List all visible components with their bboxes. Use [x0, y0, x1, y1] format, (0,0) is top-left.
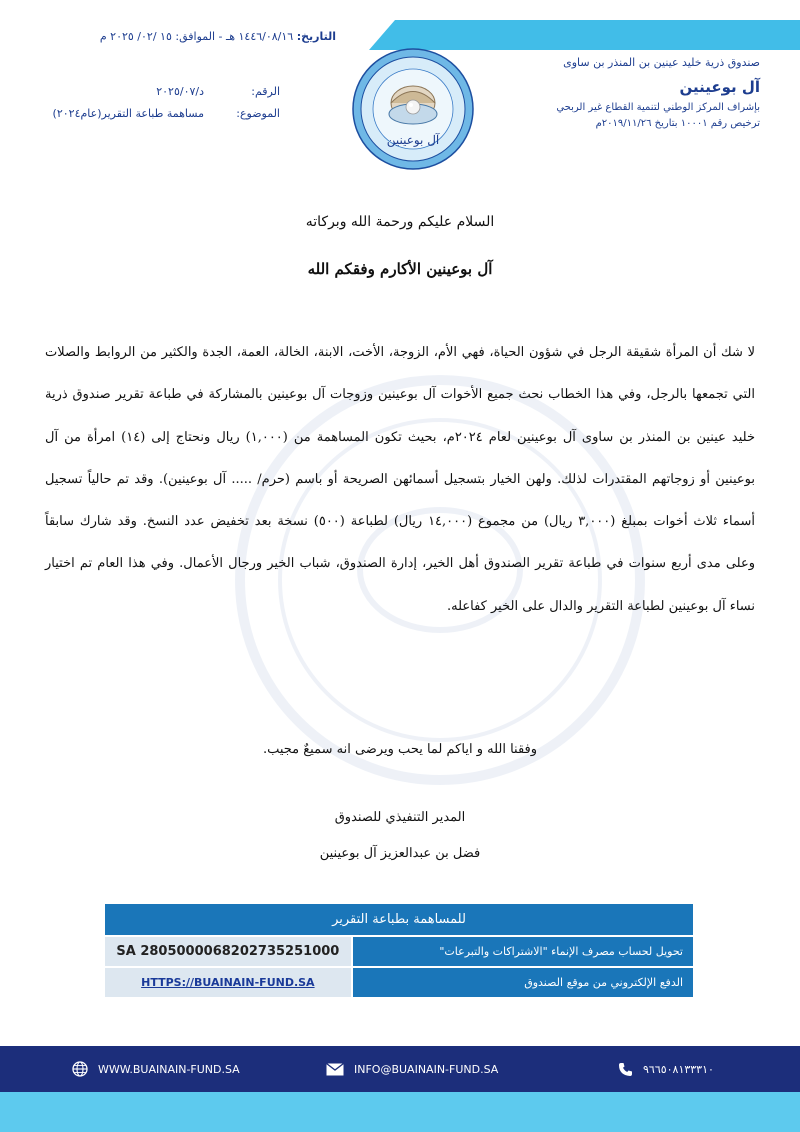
payment-row-online: [104, 967, 694, 998]
fund-logo: [352, 48, 474, 170]
logo-text: آل بوعينين: [386, 133, 440, 147]
footer-email-text: INFO@BUAINAIN-FUND.SA: [354, 1062, 499, 1076]
subject-row: [40, 102, 280, 124]
date-line: [100, 30, 336, 43]
closing-line: وفقنا الله و اياكم لما يحب ويرضى انه سميعٌ مجيب.: [262, 742, 538, 757]
org-license-line: ترخيص رقم ١٠٠٠١ بتاريخ ٢٠١٩/١١/٢٦م: [595, 118, 760, 129]
iban-value: SA 2805000068202735251000: [104, 936, 352, 967]
greeting: السلام عليكم ورحمة الله وبركاته: [305, 214, 495, 230]
ref-row: [40, 80, 280, 102]
footer-website[interactable]: [72, 1059, 240, 1079]
footer-email[interactable]: [326, 1059, 498, 1079]
org-supervision-line: بإشراف المركز الوطني لتنمية القطاع غير الربحي: [556, 102, 760, 113]
payment-title: للمساهمة بطباعة التقرير: [104, 903, 694, 936]
payment-table: [103, 902, 695, 999]
payment-header-row: [104, 903, 694, 936]
salutation: آل بوعينين الأكارم وفقكم الله: [307, 260, 493, 278]
globe-icon: [72, 1061, 88, 1077]
signature-name: فضل بن عبدالعزيز آل بوعينين: [319, 846, 481, 861]
letter-body: لا شك أن المرأة شقيقة الرجل في شؤون الحياة، فهي الأم، الزوجة، الأخت، الابنة، الخالة، العمة، الجدة والكثير من الروابط والصلات التي تجمعها بالرجل، وفي هذا الخطاب نحث جميع الأخوات آل بوعينين وزوجات آل بوعينين بالمشاركة في طباعة تقرير صندوق ذرية خليد عينين بن المنذر بن ساوى آل بوعينين لعام ٢٠٢٤م، بحيث تكون المساهمة من (١,٠٠٠) ريال ونحتاج إلى (١٤) امرأة من آل بوعينين أو زوجاتهم المقتدرات لذلك. ولهن الخيار بتسجيل أسمائهن الصريحة أو باسم (حرم/ ..... آل بوعينين). وقد تم حالياً تسجيل أسماء ثلاث أخوات بمبلغ (٣,٠٠٠ ريال) من مجموع (١٤,٠٠٠ ريال) لطباعة (٥٠٠) نسخة بعد تخفيض عدد النسخ. وقد شارك سابقاً وعلى مدى أربع سنوات في طباعة تقرير الصندوق أهل الخير، إدارة الصندوق، شباب الخير ورجال الأعمال. وفي هذا العام تم اختيار نساء آل بوعينين لطباعة التقرير والدال على الخير كفاعله.: [45, 345, 755, 614]
date-value: ١٤٤٦/٠٨/١٦ هـ - الموافق: ١٥ /٠٢/ ٢٠٢٥ م: [99, 30, 294, 43]
date-label: التاريخ:: [296, 30, 336, 43]
organization-block: [480, 56, 760, 134]
payment-row-bank: [104, 936, 694, 967]
online-payment-label: الدفع الإلكتروني من موقع الصندوق: [352, 967, 694, 998]
org-name-line: صندوق ذرية خليد عينين بن المنذر بن ساوى: [563, 56, 760, 69]
footer-phone-text: ٩٦٦٥٠٨١٣٣٣١٠: [643, 1062, 714, 1076]
ref-label: الرقم:: [251, 84, 280, 98]
envelope-icon: [326, 1063, 344, 1076]
footer-website-text: WWW.BUAINAIN-FUND.SA: [98, 1062, 240, 1076]
footer-phone[interactable]: [618, 1059, 714, 1079]
signature-title: المدير التنفيذي للصندوق: [334, 810, 466, 825]
subject-value: مساهمة طباعة التقرير(عام٢٠٢٤): [52, 106, 204, 120]
fund-website-link[interactable]: HTTPS://BUAINAIN-FUND.SA: [104, 967, 352, 998]
footer-bottom-band: [0, 1092, 800, 1132]
bank-transfer-label: تحويل لحساب مصرف الإنماء "الاشتراكات والتبرعات": [352, 936, 694, 967]
top-band-blue-strip: [395, 20, 800, 50]
phone-icon: [618, 1062, 633, 1077]
reference-block: [40, 80, 280, 124]
subject-label: الموضوع:: [236, 106, 280, 120]
org-family-line: آل بوعينين: [679, 78, 760, 96]
ref-value: د/٢٠٢٥/٠٧: [156, 84, 204, 98]
